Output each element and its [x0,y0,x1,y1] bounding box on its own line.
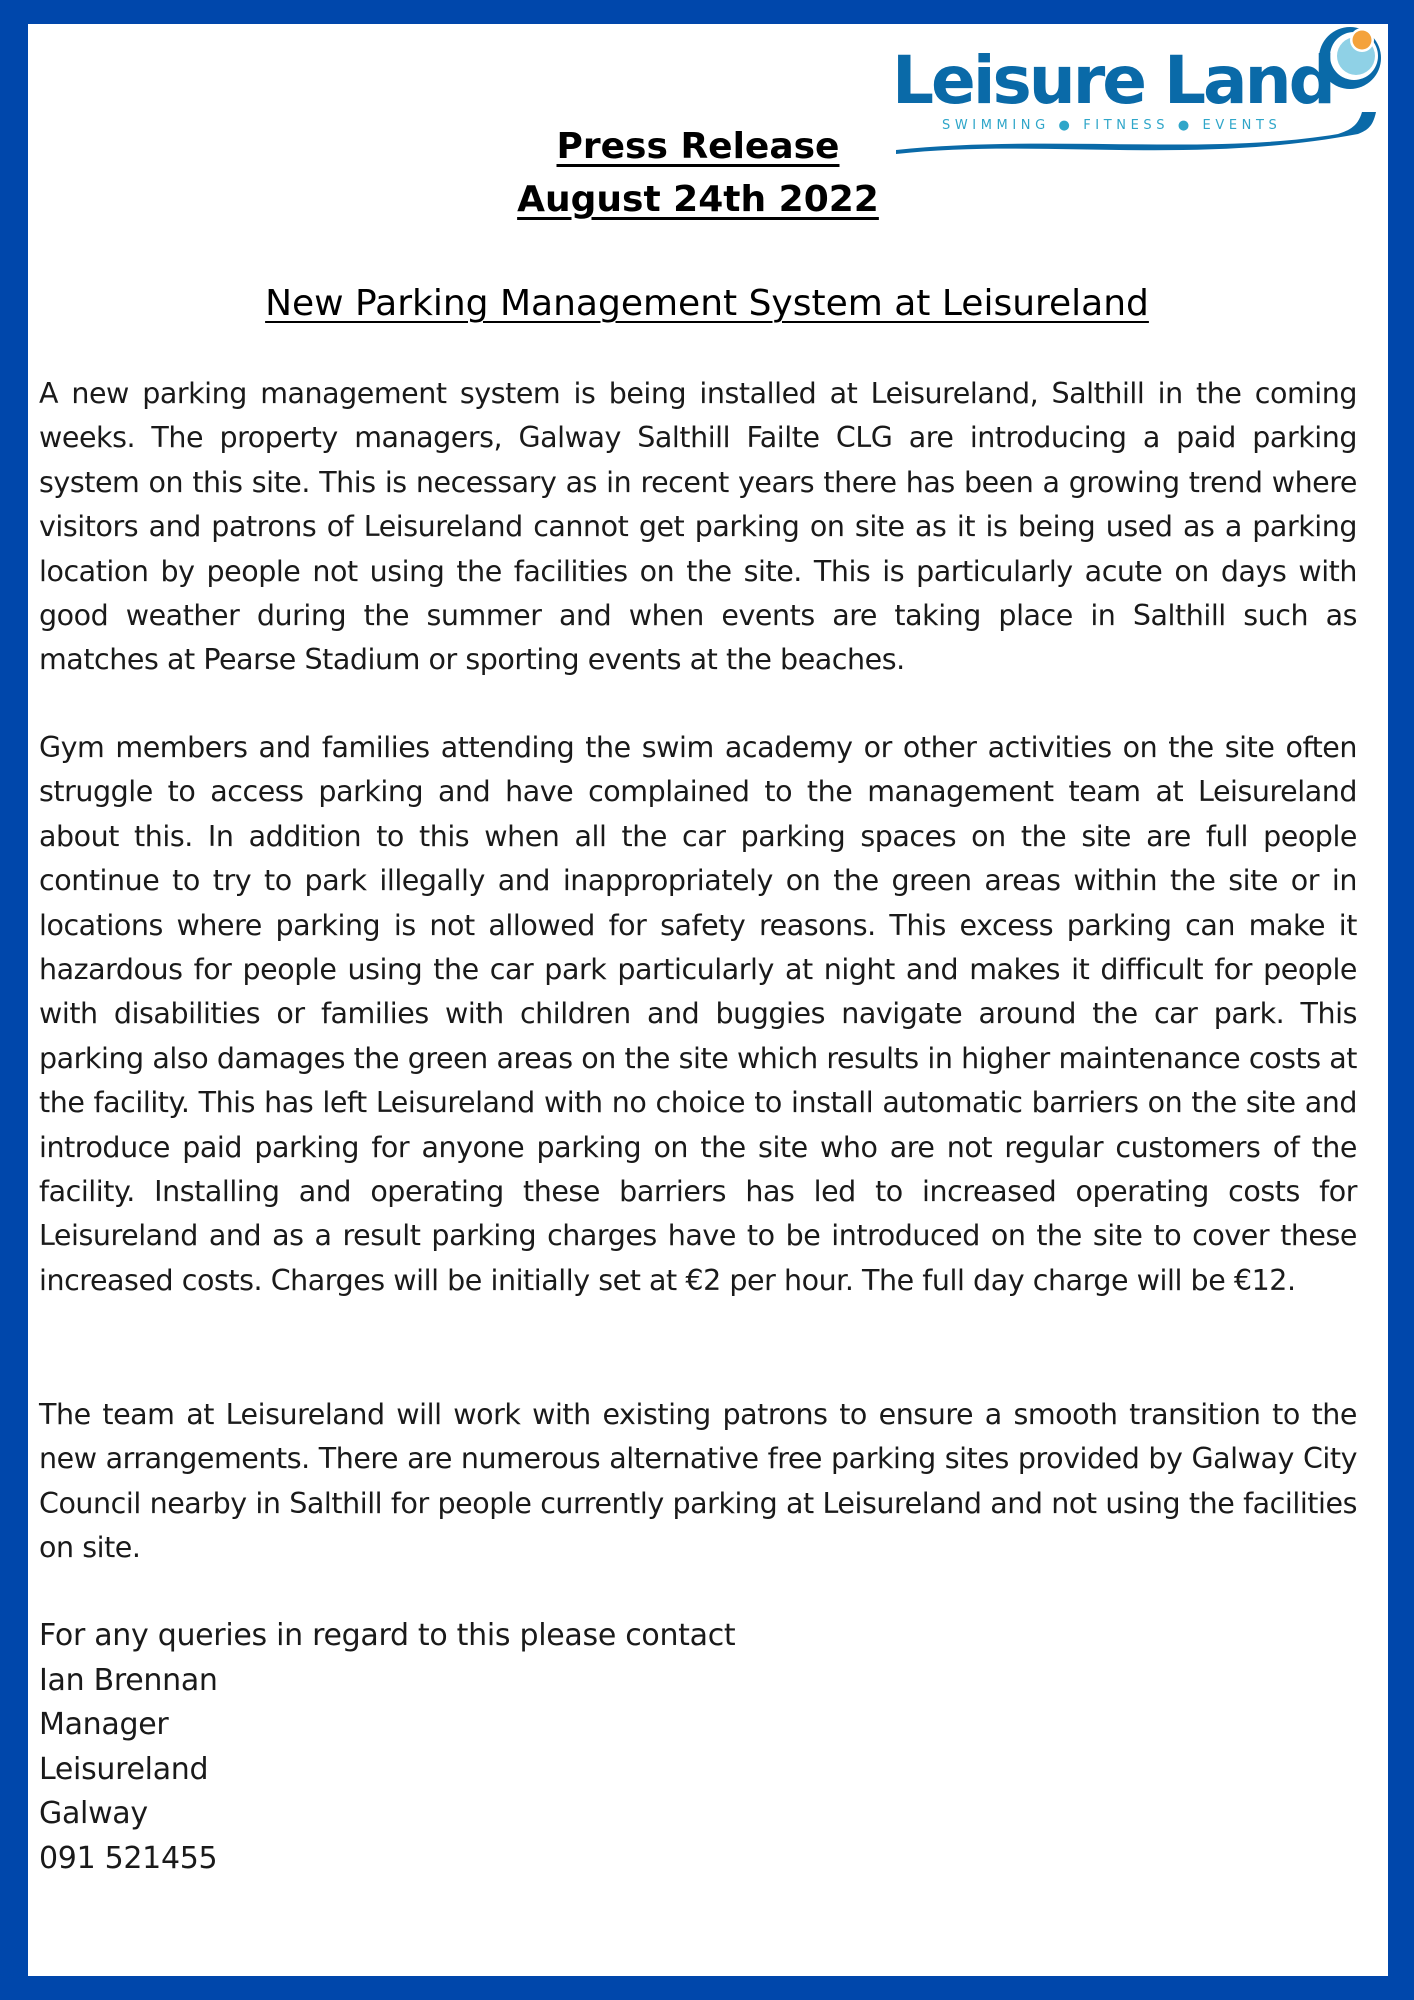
contact-role: Manager [39,1707,169,1743]
contact-block [39,1614,735,1882]
press-release-date: August 24th 2022 [517,179,879,220]
press-release-title: Press Release [556,126,840,167]
paragraph-1: A new parking management system is being installed at Leisureland, Salthill in the coming weeks. The property managers, Galway Salthill Failte CLG are introducing a paid parking system on this site. This is necessary as in recent years there has been a growing trend where visitors and patrons of Leisureland cannot get parking on site as it is being used as a parking location by people not using the facilities on the site. This is particularly acute on days with good weather during the summer and when events are taking place in Salthill such as matches at Pearse Stadium or sporting events at the beaches. [39,377,1357,677]
contact-name: Ian Brennan [39,1662,218,1698]
article-headline: New Parking Management System at Leisureland [265,283,1149,324]
press-release-header [398,120,998,226]
bottom-rule [28,1972,1388,1974]
logo-wordmark: Leisure Land [892,42,1333,119]
paragraph-2: Gym members and families attending the swim academy or other activities on the site often struggle to access parking and have complained to the management team at Leisureland about this. In addition to this when all the car parking spaces on the site are full people continue to try to park illegally and inappropriately on the green areas within the site or in locations where parking is not allowed for safety reasons. This excess parking can make it hazardous for people using the car park particularly at night and makes it difficult for people with disabilities or families with children and buggies navigate around the car park. This parking also damages the green areas on the site which results in higher maintenance costs at the facility. This has left Leisureland with no choice to install automatic barriers on the site and introduce paid parking for anyone parking on the site who are not regular customers of the facility. Installing and operating these barriers has led to increased operating costs for Leisureland and as a result parking charges have to be introduced on the site to cover these increased costs. Charges will be initially set at €2 per hour. The full day charge will be €12. [39,731,1357,1297]
article-headline-container [40,278,1374,330]
contact-phone: 091 521455 [39,1840,218,1876]
logo-tagline: SWIMMING ● FITNESS ● EVENTS [942,118,1282,133]
contact-intro: For any queries in regard to this please contact [39,1618,736,1653]
contact-city: Galway [39,1796,148,1832]
paragraph-3: The team at Leisureland will work with existing patrons to ensure a smooth transition to the new arrangements. There are numerous alternative free parking sites provided by Galway City Council nearby in Salthill for people currently parking at Leisureland and not using the facilities on site. [39,1398,1357,1565]
contact-organisation: Leisureland [39,1751,209,1787]
